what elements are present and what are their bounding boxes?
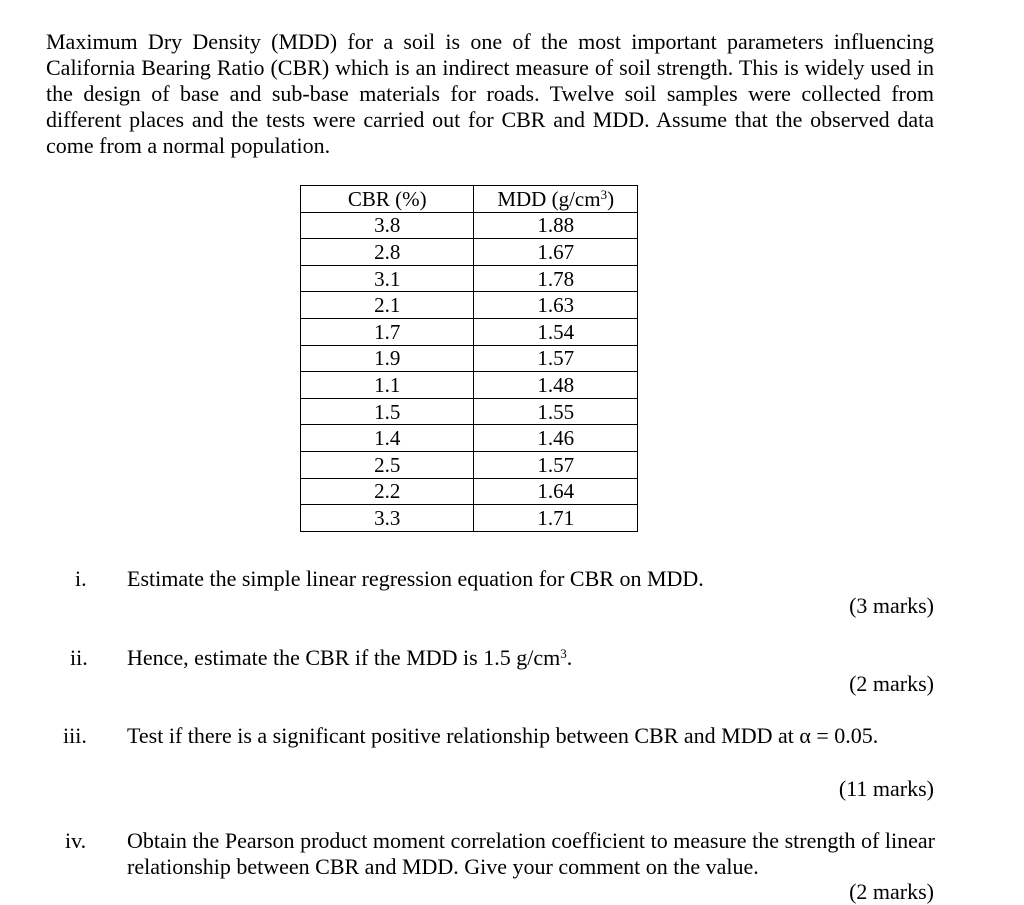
mdd-cell: 1.46 xyxy=(474,425,638,452)
question-4-text: Obtain the Pearson product moment correlation coefficient to measure the strength of linear relationship between CBR and MDD. Give your comment on the value. xyxy=(127,828,935,879)
table-row xyxy=(301,318,638,345)
cbr-cell: 2.2 xyxy=(301,478,474,505)
question-1-text: Estimate the simple linear regression equation for CBR on MDD. xyxy=(127,566,704,591)
table-row xyxy=(301,212,638,239)
mdd-cell: 1.78 xyxy=(474,265,638,292)
table-row xyxy=(301,478,638,505)
mdd-cell: 1.57 xyxy=(474,345,638,372)
cbr-cell: 3.3 xyxy=(301,505,474,532)
mdd-cell: 1.64 xyxy=(474,478,638,505)
cbr-cell: 3.1 xyxy=(301,265,474,292)
mdd-cell: 1.71 xyxy=(474,505,638,532)
table-row xyxy=(301,265,638,292)
question-4-number: iv. xyxy=(65,828,87,853)
table-row xyxy=(301,398,638,425)
table-row xyxy=(301,345,638,372)
cbr-cell: 2.1 xyxy=(301,292,474,319)
question-3-marks: (11 marks) xyxy=(838,776,934,801)
question-2-marks: (2 marks) xyxy=(849,671,934,696)
cbr-cell: 3.8 xyxy=(301,212,474,239)
question-1-marks: (3 marks) xyxy=(849,593,934,618)
cbr-cell: 1.4 xyxy=(301,425,474,452)
table-row xyxy=(301,451,638,478)
table-row xyxy=(301,239,638,266)
mdd-cell: 1.88 xyxy=(474,212,638,239)
table-header-row xyxy=(301,186,638,213)
mdd-cell: 1.57 xyxy=(474,451,638,478)
table-row xyxy=(301,425,638,452)
question-1-number: i. xyxy=(75,566,87,591)
question-2-number: ii. xyxy=(70,645,88,670)
mdd-cell: 1.54 xyxy=(474,318,638,345)
cbr-cell: 1.7 xyxy=(301,318,474,345)
mdd-cell: 1.48 xyxy=(474,372,638,399)
col-header-mdd: MDD $(g/cm^3)$ xyxy=(474,186,638,213)
table-row xyxy=(301,292,638,319)
mdd-cell: 1.55 xyxy=(474,398,638,425)
cbr-cell: 1.5 xyxy=(301,398,474,425)
question-3-number: iii. xyxy=(63,723,87,748)
cbr-cell: 1.9 xyxy=(301,345,474,372)
data-table xyxy=(300,185,638,532)
table-row xyxy=(301,372,638,399)
cbr-cell: 2.8 xyxy=(301,239,474,266)
col-header-cbr: CBR (%) xyxy=(301,186,474,213)
question-3-text: Test if there is a significant positive relationship between CBR and MDD at α = 0.05. xyxy=(127,723,879,748)
table-row xyxy=(301,505,638,532)
question-4-marks: (2 marks) xyxy=(849,879,934,904)
cbr-cell: 1.1 xyxy=(301,372,474,399)
table-body xyxy=(301,212,638,531)
question-2-text: Hence, estimate the CBR if the MDD is 1.5 $g/cm^3$. xyxy=(127,645,573,670)
mdd-cell: 1.63 xyxy=(474,292,638,319)
intro-paragraph: Maximum Dry Density (MDD) for a soil is one of the most important parameters influencing California Bearing Ratio (CBR) which is an indirect measure of soil strength. This is widely used in the design of base and sub-base materials for roads. Twelve soil samples were collected from different places and the tests were carried out for CBR and MDD. Assume that the observed data come from a normal population. xyxy=(46,29,934,158)
cbr-cell: 2.5 xyxy=(301,451,474,478)
mdd-cell: 1.67 xyxy=(474,239,638,266)
